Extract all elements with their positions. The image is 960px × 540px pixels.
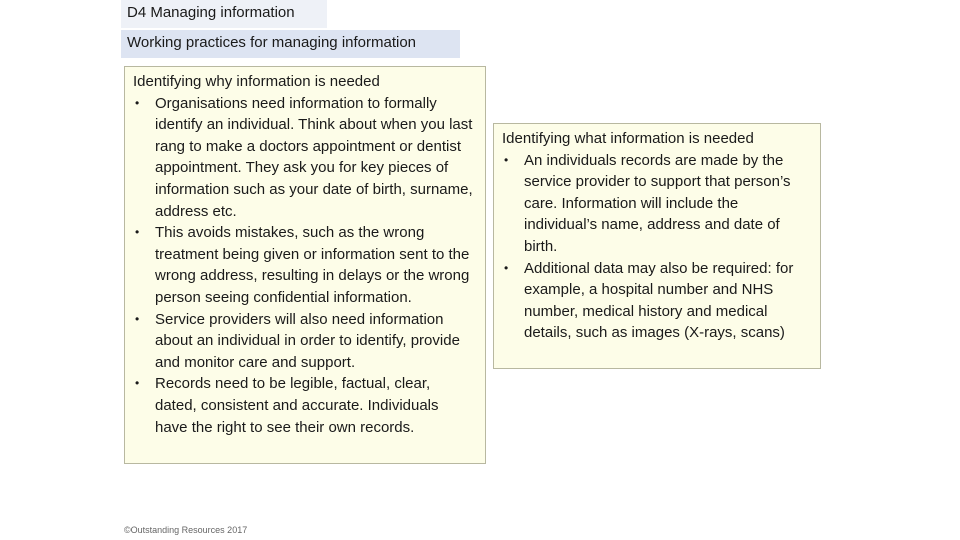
bullet-icon: •	[504, 152, 509, 167]
what-information-needed-box	[493, 123, 821, 369]
bullet-text: Organisations need information to formally identify an individual. Think about when you last rang to make a doctors appointment or dentist appointment. They ask you for key pieces of information such as your date of birth, surname, address etc.	[155, 94, 473, 220]
list-item	[133, 373, 475, 438]
bullet-text: Records need to be legible, factual, clear, dated, consistent and accurate. Individuals have the right to see their own records.	[155, 375, 439, 436]
box-heading: Identifying why information is needed	[133, 73, 380, 90]
list-item	[133, 93, 475, 223]
why-information-needed-box	[124, 66, 486, 464]
box-heading: Identifying what information is needed	[502, 130, 754, 147]
bullet-icon: •	[504, 260, 509, 275]
bullet-list	[502, 150, 812, 344]
bullet-text: This avoids mistakes, such as the wrong treatment being given or information sent to the wrong address, resulting in delays or the wrong person seeing confidential information.	[155, 224, 470, 306]
list-item	[133, 309, 475, 374]
copyright-notice: ©Outstanding Resources 2017	[124, 525, 248, 535]
bullet-text: An individuals records are made by the service provider to support that person’s care. Information will include the individual’s name, address and date of birth.	[524, 151, 791, 255]
bullet-icon: •	[135, 376, 140, 391]
slide-subtitle: Working practices for managing information	[121, 30, 460, 58]
list-item	[133, 222, 475, 308]
bullet-text: Service providers will also need information about an individual in order to identify, provide and monitor care and support.	[155, 310, 460, 371]
bullet-text: Additional data may also be required: for example, a hospital number and NHS number, medical history and medical details, such as images (X-rays, scans)	[524, 259, 794, 342]
bullet-list	[133, 93, 475, 439]
list-item	[502, 258, 812, 344]
slide-title: D4 Managing information	[121, 0, 327, 28]
list-item	[502, 150, 812, 258]
bullet-icon: •	[135, 311, 140, 326]
bullet-icon: •	[135, 95, 140, 110]
bullet-icon: •	[135, 225, 140, 240]
